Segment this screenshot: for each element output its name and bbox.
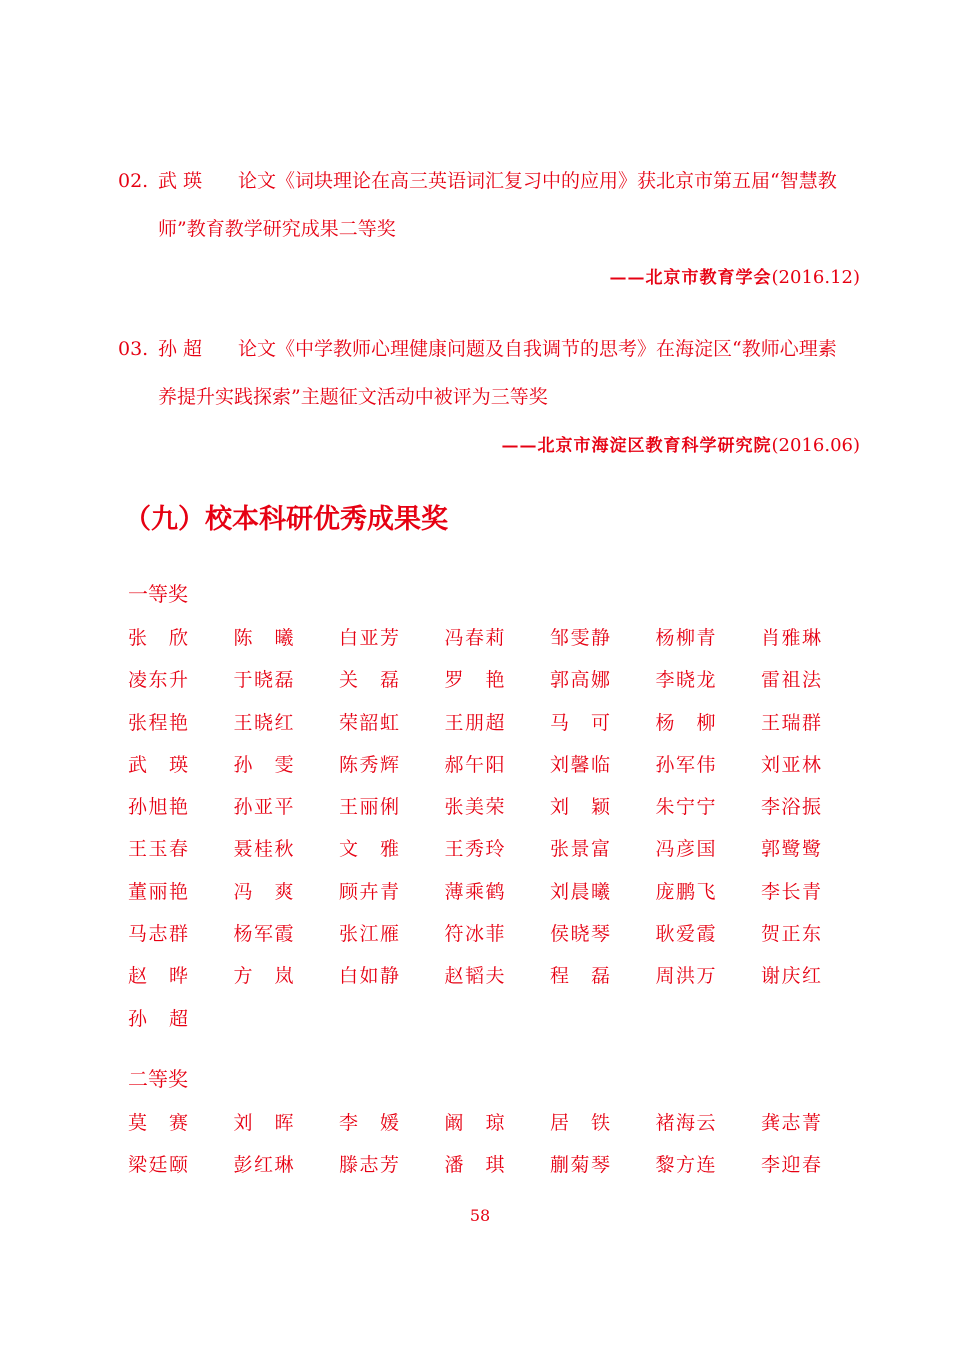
entry-source <box>502 431 860 456</box>
section-title: （九）校本科研优秀成果奖 <box>124 504 448 535</box>
entry-description: 论文《中学教师心理健康问题及自我调节的思考》在海淀区“教师心理素 <box>238 338 837 360</box>
award-name: 谢 庆 红 <box>761 965 821 988</box>
entry-author: 孙 超 <box>158 338 203 360</box>
award-name: 方 岚 <box>233 965 294 988</box>
award-name: 周 洪 万 <box>655 965 716 988</box>
award-name: 杨 柳 青 <box>655 627 716 649</box>
award-name: 褚 海 云 <box>655 1112 716 1134</box>
award-entry-02 <box>118 168 860 298</box>
award-name: 马 志 群 <box>128 923 188 946</box>
award-name: 罗 艳 <box>444 669 505 692</box>
entry-description-continued: 师”教育教学研究成果二等奖 <box>158 218 396 240</box>
award-name: 邹 雯 静 <box>550 627 610 649</box>
second-prize-name-grid <box>128 1108 868 1193</box>
award-name: 李 晓 龙 <box>655 669 716 692</box>
first-prize-name-grid <box>128 623 868 1046</box>
award-name: 董 丽 艳 <box>128 880 188 903</box>
award-name: 聂 桂 秋 <box>233 838 294 861</box>
award-name: 白 如 静 <box>339 965 399 988</box>
award-name: 关 磊 <box>339 669 399 692</box>
award-name: 蒯 菊 琴 <box>550 1154 610 1177</box>
award-name: 陈 曦 <box>233 627 294 649</box>
award-name: 于 晓 磊 <box>233 669 294 692</box>
award-name: 马 可 <box>550 711 610 734</box>
award-entry-03 <box>118 336 860 466</box>
award-name: 孙 亚 平 <box>233 796 294 819</box>
page-number: 58 <box>469 1206 491 1225</box>
award-name: 郭 高 娜 <box>550 669 610 692</box>
award-name: 王 晓 红 <box>233 711 294 734</box>
award-name: 刘 颖 <box>550 796 610 819</box>
award-name: 武 瑛 <box>128 753 188 776</box>
first-prize-label: 一等奖 <box>128 582 188 606</box>
entry-number: 02. <box>118 170 149 192</box>
award-name: 王 秀 玲 <box>444 838 505 861</box>
award-name: 阚 琼 <box>444 1112 505 1134</box>
entry-source <box>610 263 860 288</box>
award-name: 郭 鹭 鹭 <box>761 838 821 861</box>
award-name: 张 景 富 <box>550 838 610 861</box>
award-name: 彭 红 琳 <box>233 1154 294 1177</box>
award-name: 龚 志 菁 <box>761 1112 821 1134</box>
award-name: 顾 卉 青 <box>339 880 399 903</box>
entry-description-continued: 养提升实践探索”主题征文活动中被评为三等奖 <box>158 386 548 408</box>
entry-date: (2016.06) <box>771 435 860 456</box>
award-name: 王 瑞 群 <box>761 711 821 734</box>
award-name: 滕 志 芳 <box>339 1154 399 1177</box>
award-name: 居 铁 <box>550 1112 610 1134</box>
award-name: 凌 东 升 <box>128 669 188 692</box>
award-name: 刘 晖 <box>233 1112 294 1134</box>
entry-description: 论文《词块理论在高三英语词汇复习中的应用》获北京市第五届“智慧教 <box>238 170 837 192</box>
award-name: 潘 琪 <box>444 1154 505 1177</box>
award-name: 李 浴 振 <box>761 796 821 819</box>
award-name: 耿 爱 霞 <box>655 923 716 946</box>
award-name: 冯 彦 国 <box>655 838 716 861</box>
award-name: 雷 祖 法 <box>761 669 821 692</box>
award-name: 刘 晨 曦 <box>550 880 610 903</box>
award-name: 荣 韶 虹 <box>339 711 399 734</box>
award-name: 庞 鹏 飞 <box>655 880 716 903</box>
award-name: 李 长 青 <box>761 880 821 903</box>
entry-number: 03. <box>118 338 149 360</box>
award-name: 李 迎 春 <box>761 1154 821 1177</box>
award-name: 梁 廷 颐 <box>128 1154 188 1177</box>
award-name: 张 江 雁 <box>339 923 399 946</box>
entry-author: 武 瑛 <box>158 170 203 192</box>
award-name: 孙 超 <box>128 1007 188 1030</box>
award-name: 赵 晔 <box>128 965 188 988</box>
entry-source-org: ——北京市教育学会 <box>609 268 772 288</box>
award-name: 黎 方 连 <box>655 1154 716 1177</box>
award-name: 王 玉 春 <box>128 838 188 861</box>
award-name: 赵 韬 夫 <box>444 965 505 988</box>
second-prize-label: 二等奖 <box>128 1067 188 1091</box>
award-name: 杨 柳 <box>655 711 716 734</box>
award-name: 刘 馨 临 <box>550 753 610 776</box>
award-name: 侯 晓 琴 <box>550 923 610 946</box>
award-name: 白 亚 芳 <box>339 627 399 649</box>
entry-source-org: ——北京市海淀区教育科学研究院 <box>501 436 772 456</box>
award-name: 符 冰 菲 <box>444 923 505 946</box>
award-name: 文 雅 <box>339 838 399 861</box>
award-name: 陈 秀 辉 <box>339 753 399 776</box>
award-name: 张 美 荣 <box>444 796 505 819</box>
award-name: 杨 军 霞 <box>233 923 294 946</box>
award-name: 肖 雅 琳 <box>761 627 821 649</box>
award-name: 薄 乘 鹤 <box>444 880 505 903</box>
entry-date: (2016.12) <box>771 267 860 288</box>
award-name: 冯 爽 <box>233 880 294 903</box>
award-name: 莫 赛 <box>128 1112 188 1134</box>
award-name: 贺 正 东 <box>761 923 821 946</box>
award-name: 张 程 艳 <box>128 711 188 734</box>
award-name: 张 欣 <box>128 627 188 649</box>
award-name: 朱 宁 宁 <box>655 796 716 819</box>
award-name: 王 朋 超 <box>444 711 505 734</box>
award-name: 孙 军 伟 <box>655 753 716 776</box>
award-name: 郝 午 阳 <box>444 753 505 776</box>
award-name: 李 媛 <box>339 1112 399 1134</box>
award-name: 冯 春 莉 <box>444 627 505 649</box>
award-name: 孙 雯 <box>233 753 294 776</box>
award-name: 程 磊 <box>550 965 610 988</box>
award-name: 孙 旭 艳 <box>128 796 188 819</box>
award-name: 刘 亚 林 <box>761 753 821 776</box>
award-name: 王 丽 俐 <box>339 796 399 819</box>
